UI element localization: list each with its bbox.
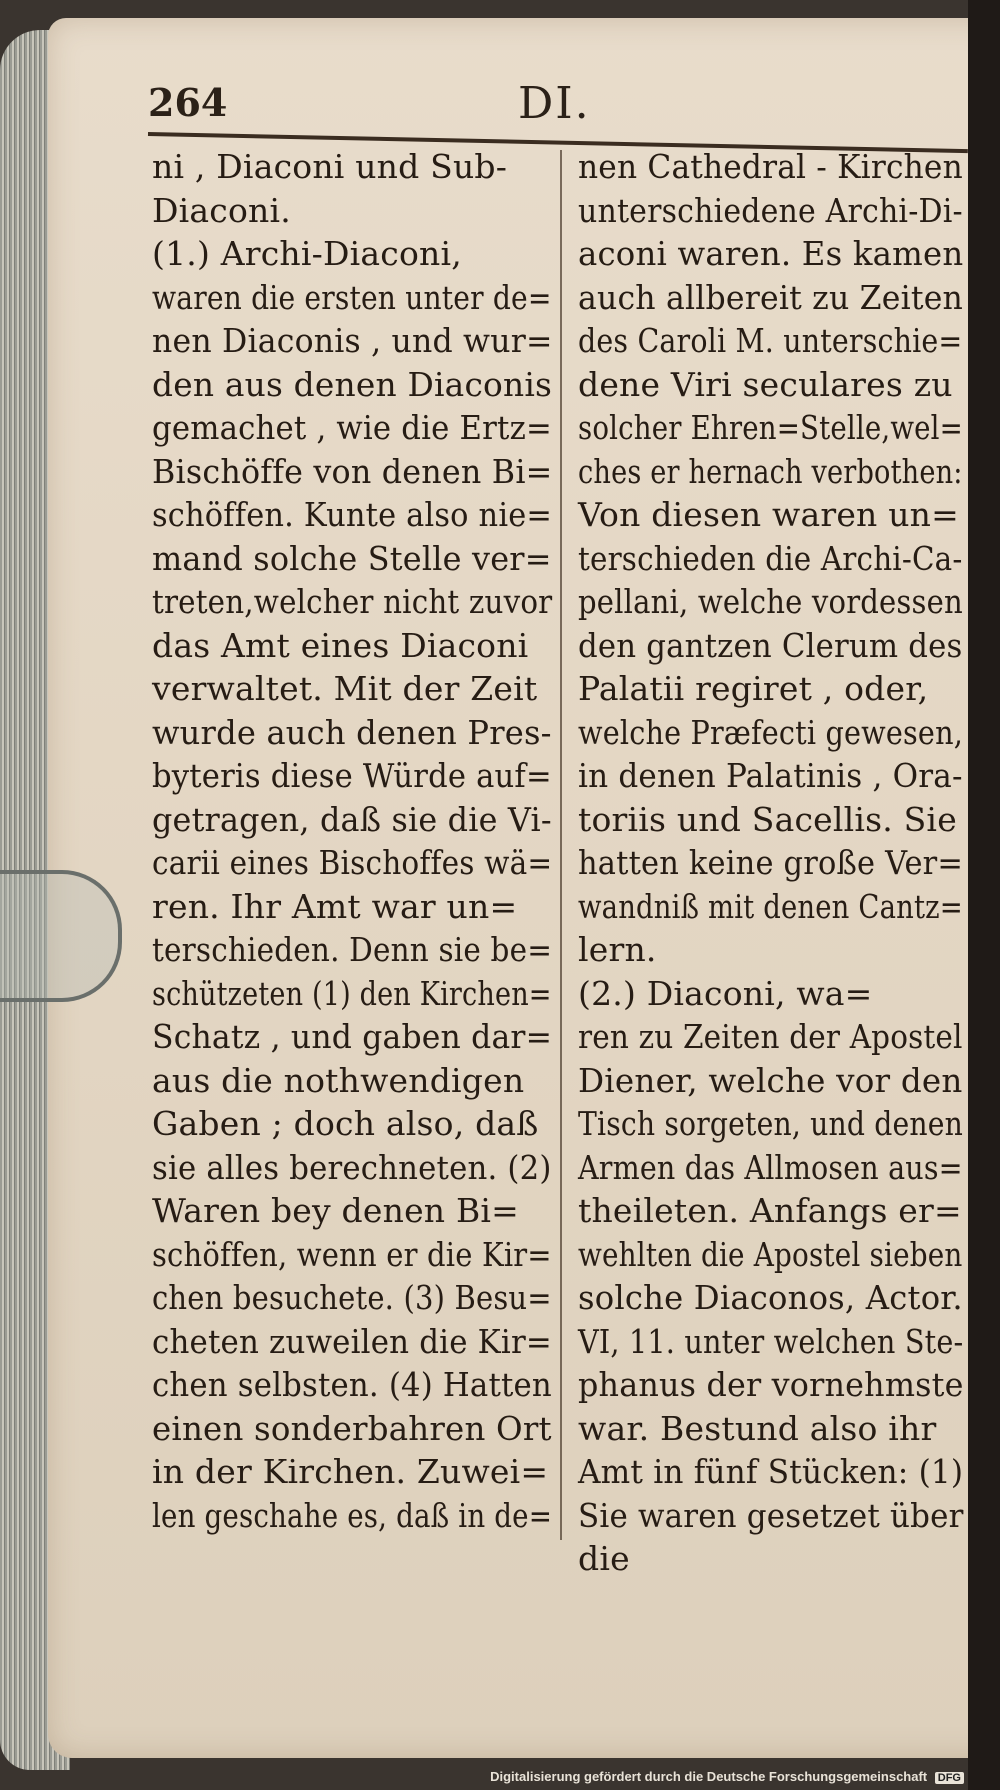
text-line: Schatz , und gaben dar=	[152, 1017, 553, 1056]
text-line: pellani, welche vordessen	[578, 582, 963, 621]
text-line: len geschahe es, daß in de=	[152, 1495, 553, 1535]
text-line: solcher Ehren=Stelle,wel=	[578, 408, 963, 447]
text-line: schützeten (1) den Kirchen=	[152, 973, 552, 1013]
text-line: theileten. Anfangs er=	[578, 1191, 962, 1230]
right-text-column	[578, 145, 963, 1581]
text-line: wandniß mit denen Cantz=	[578, 886, 963, 926]
text-line: nen Cathedral - Kirchen	[578, 147, 963, 186]
text-line: Armen das Allmosen aus=	[578, 1147, 963, 1187]
text-line: byteris diese Würde auf=	[152, 756, 552, 795]
digitization-credit	[490, 1769, 964, 1784]
text-line: ren zu Zeiten der Apostel	[578, 1017, 963, 1056]
text-line: waren die ersten unter de=	[152, 277, 552, 317]
bookmark-clip	[0, 870, 122, 1002]
credit-text: Digitalisierung gefördert durch die Deutsche Forschungsgemeinschaft	[490, 1769, 928, 1784]
text-line: wehlten die Apostel sieben	[578, 1234, 963, 1274]
text-line: Diener, welche vor den	[578, 1060, 963, 1100]
text-line: unterschiedene Archi-Di-	[578, 190, 963, 230]
text-line: aus die nothwendigen	[152, 1060, 525, 1100]
text-line: chen besuchete. (3) Besu=	[152, 1278, 552, 1317]
text-line: gemachet , wie die Ertz=	[152, 408, 552, 447]
text-line: treten,welcher nicht zuvor	[152, 582, 553, 621]
text-line: nen Diaconis , und wur=	[152, 321, 553, 360]
text-line: Waren bey denen Bi=	[152, 1191, 519, 1230]
text-line: toriis und Sacellis. Sie	[578, 799, 957, 839]
text-line: getragen, daß sie die Vi-	[152, 799, 552, 839]
text-line: terschieden. Denn sie be=	[152, 930, 553, 969]
text-line: chen selbsten. (4) Hatten	[152, 1365, 552, 1404]
text-line: ren. Ihr Amt war un=	[152, 886, 518, 926]
text-line: in der Kirchen. Zuwei=	[152, 1452, 549, 1491]
text-line: den gantzen Clerum des	[578, 625, 963, 665]
text-line: VI, 11. unter welchen Ste-	[578, 1321, 964, 1361]
text-line: (2.) Diaconi, wa=	[578, 973, 873, 1013]
column-divider	[560, 150, 562, 1540]
text-line: aconi waren. Es kamen	[578, 234, 964, 273]
text-line: ches er hernach verbothen:	[578, 451, 963, 491]
text-line: die	[578, 1539, 630, 1578]
text-line: Von diesen waren un=	[578, 495, 959, 534]
text-line: phanus der vornehmste	[578, 1365, 964, 1404]
page-header	[148, 80, 968, 140]
text-line: einen sonderbahren Ort	[152, 1408, 552, 1448]
text-line: in denen Palatinis , Ora-	[578, 756, 963, 795]
text-line: schöffen, wenn er die Kir=	[152, 1234, 552, 1274]
text-line: lern.	[578, 930, 657, 969]
text-line: Palatii regiret , oder,	[578, 669, 929, 708]
text-line: des Caroli M. unterschie=	[578, 321, 963, 360]
text-line: Diaconi.	[152, 190, 291, 230]
text-line: das Amt eines Diaconi	[152, 625, 529, 665]
text-line: cheten zuweilen die Kir=	[152, 1321, 552, 1361]
page-gutter-shadow	[968, 0, 1000, 1790]
text-line: (1.) Archi-Diaconi,	[152, 234, 462, 273]
text-line: mand solche Stelle ver=	[152, 538, 552, 578]
text-line: den aus denen Diaconis	[152, 364, 553, 404]
text-line: dene Viri seculares zu	[578, 364, 953, 404]
text-line: Gaben ; doch also, daß	[152, 1104, 539, 1143]
left-text-column	[152, 145, 552, 1537]
text-line: sie alles berechneten. (2)	[152, 1147, 552, 1187]
text-line: Amt in fünf Stücken: (1)	[578, 1452, 964, 1491]
text-line: auch allbereit zu Zeiten	[578, 277, 964, 317]
text-line: carii eines Bischoffes wä=	[152, 843, 553, 882]
text-line: ni , Diaconi und Sub-	[152, 147, 508, 186]
text-line: wurde auch denen Pres-	[152, 712, 552, 752]
page-number: 264	[148, 80, 228, 125]
text-line: welche Præfecti gewesen,	[578, 712, 964, 752]
running-head: DI.	[518, 78, 591, 129]
text-line: terschieden die Archi-Ca-	[578, 538, 963, 578]
text-line: schöffen. Kunte also nie=	[152, 495, 553, 534]
text-line: Bischöffe von denen Bi=	[152, 451, 553, 491]
text-line: Sie waren gesetzet über	[578, 1495, 964, 1535]
dfg-logo-icon: DFG	[935, 1772, 964, 1784]
text-line: solche Diaconos, Actor.	[578, 1278, 963, 1317]
text-line: war. Bestund also ihr	[578, 1408, 937, 1448]
text-line: verwaltet. Mit der Zeit	[152, 669, 538, 708]
text-line: Tisch sorgeten, und denen	[578, 1104, 964, 1143]
text-line: hatten keine große Ver=	[578, 843, 964, 882]
